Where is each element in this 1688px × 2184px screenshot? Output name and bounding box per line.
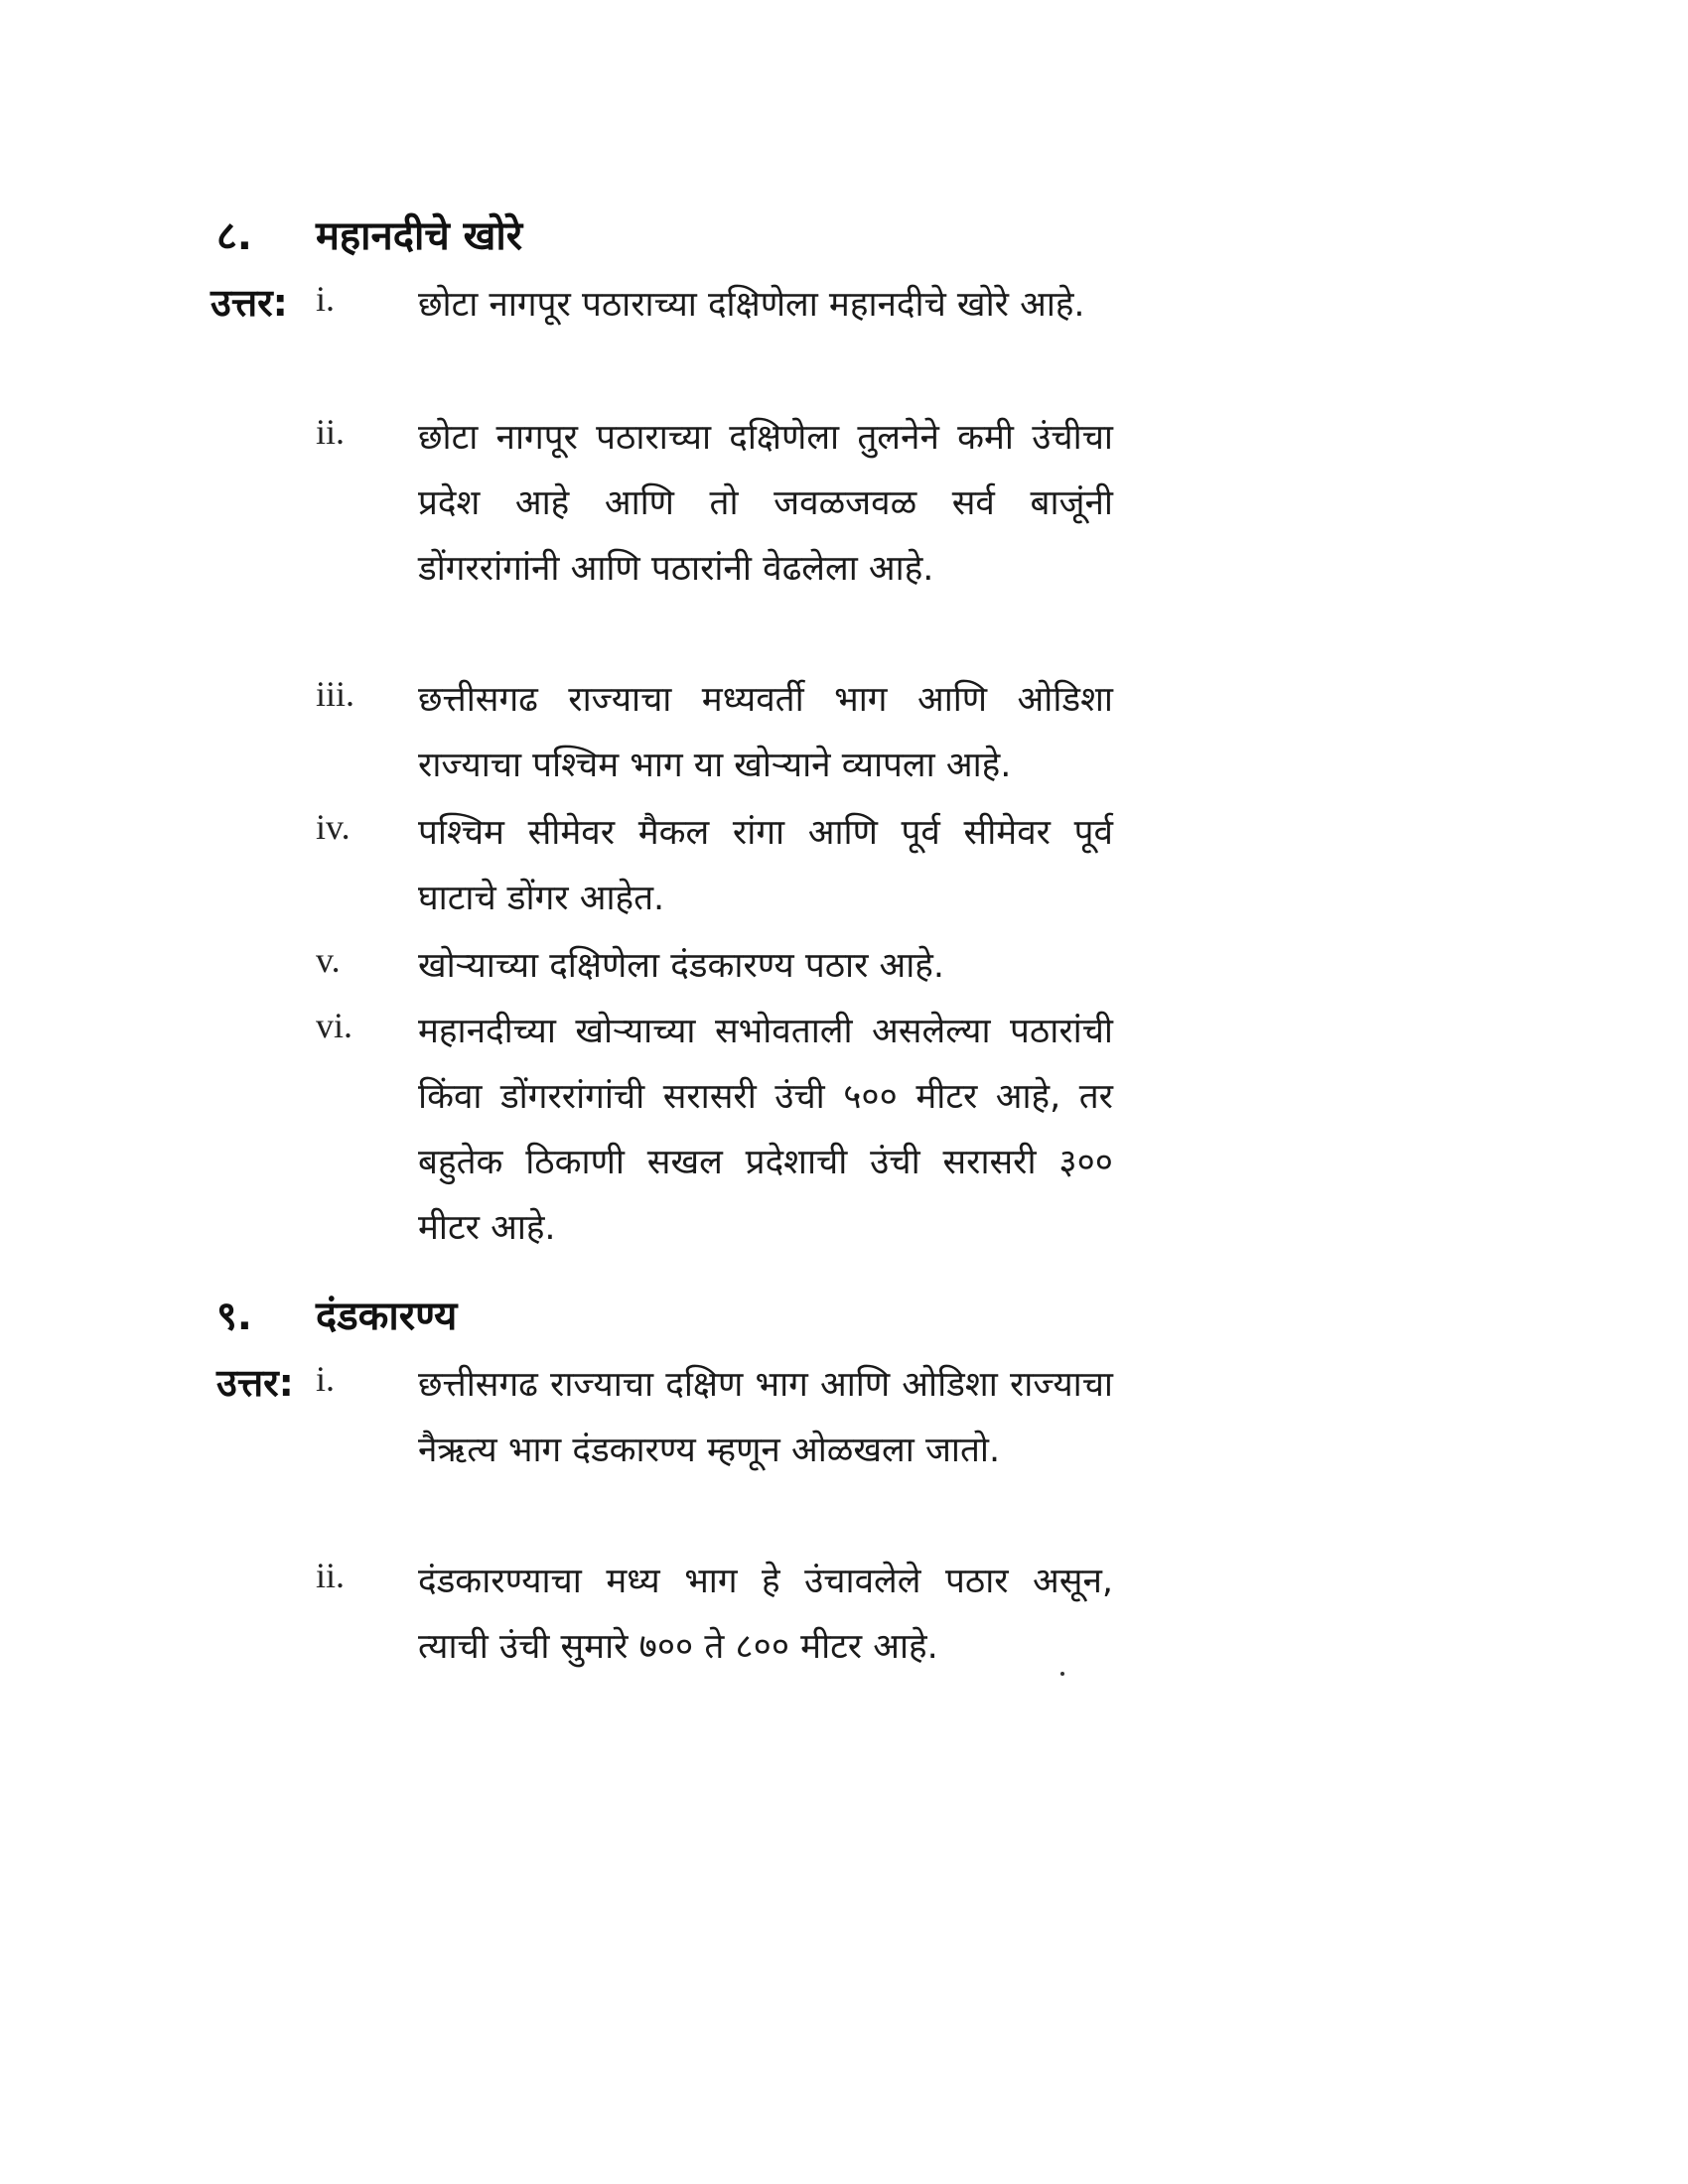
item-text: महानदीच्या खोऱ्याच्या सभोवताली असलेल्या पठारांची किंवा डोंगररांगांची सरासरी उंची ५०० मीटर आहे, तर बहुतेक ठिकाणी सखल प्रदेशाची उंची सरासरी ३०० मीटर आहे. xyxy=(418,1012,1113,1248)
section-heading xyxy=(216,1287,457,1341)
item-text: छोटा नागपूर पठाराच्या दक्षिणेला महानदीचे खोरे आहे. xyxy=(418,285,1085,325)
stray-mark xyxy=(1060,1672,1064,1676)
item-text: छोटा नागपूर पठाराच्या दक्षिणेला तुलनेने कमी उंचीचा प्रदेश आहे आणि तो जवळजवळ सर्व बाजूंनी डोंगररांगांनी आणि पठारांनी वेढलेला आहे. xyxy=(418,418,1113,589)
item-marker: vi. xyxy=(316,1006,353,1045)
item-marker: i. xyxy=(316,279,336,319)
item-text: छत्तीसगढ राज्याचा मध्यवर्ती भाग आणि ओडिशा राज्याचा पश्चिम भाग या खोऱ्याने व्यापला आहे. xyxy=(418,680,1113,785)
item-marker: iv. xyxy=(316,807,351,847)
section-title: महानदीचे खोरे xyxy=(316,213,523,259)
item-marker: ii. xyxy=(316,412,346,452)
section-number: ८. xyxy=(216,213,252,259)
item-marker: ii. xyxy=(316,1556,346,1595)
answer-label: उत्तर: xyxy=(216,1361,294,1405)
item-text: दंडकारण्याचा मध्य भाग हे उंचावलेले पठार असून, त्याची उंची सुमारे ७०० ते ८०० मीटर आहे. xyxy=(418,1562,1113,1667)
item-text: छत्तीसगढ राज्याचा दक्षिण भाग आणि ओडिशा राज्याचा नैऋत्य भाग दंडकारण्य म्हणून ओळखला जातो. xyxy=(418,1365,1113,1470)
item-marker: iii. xyxy=(316,674,355,714)
item-text: खोऱ्याच्या दक्षिणेला दंडकारण्य पठार आहे. xyxy=(418,946,945,986)
item-marker: i. xyxy=(316,1359,336,1399)
item-marker: v. xyxy=(316,940,341,980)
section-number: ९. xyxy=(216,1294,252,1339)
answer-label: उत्तर: xyxy=(211,281,288,325)
section-title: दंडकारण्य xyxy=(316,1294,458,1339)
item-text: पश्चिम सीमेवर मैकल रांगा आणि पूर्व सीमेवर पूर्व घाटाचे डोंगर आहेत. xyxy=(418,813,1113,918)
section-heading xyxy=(216,206,522,261)
